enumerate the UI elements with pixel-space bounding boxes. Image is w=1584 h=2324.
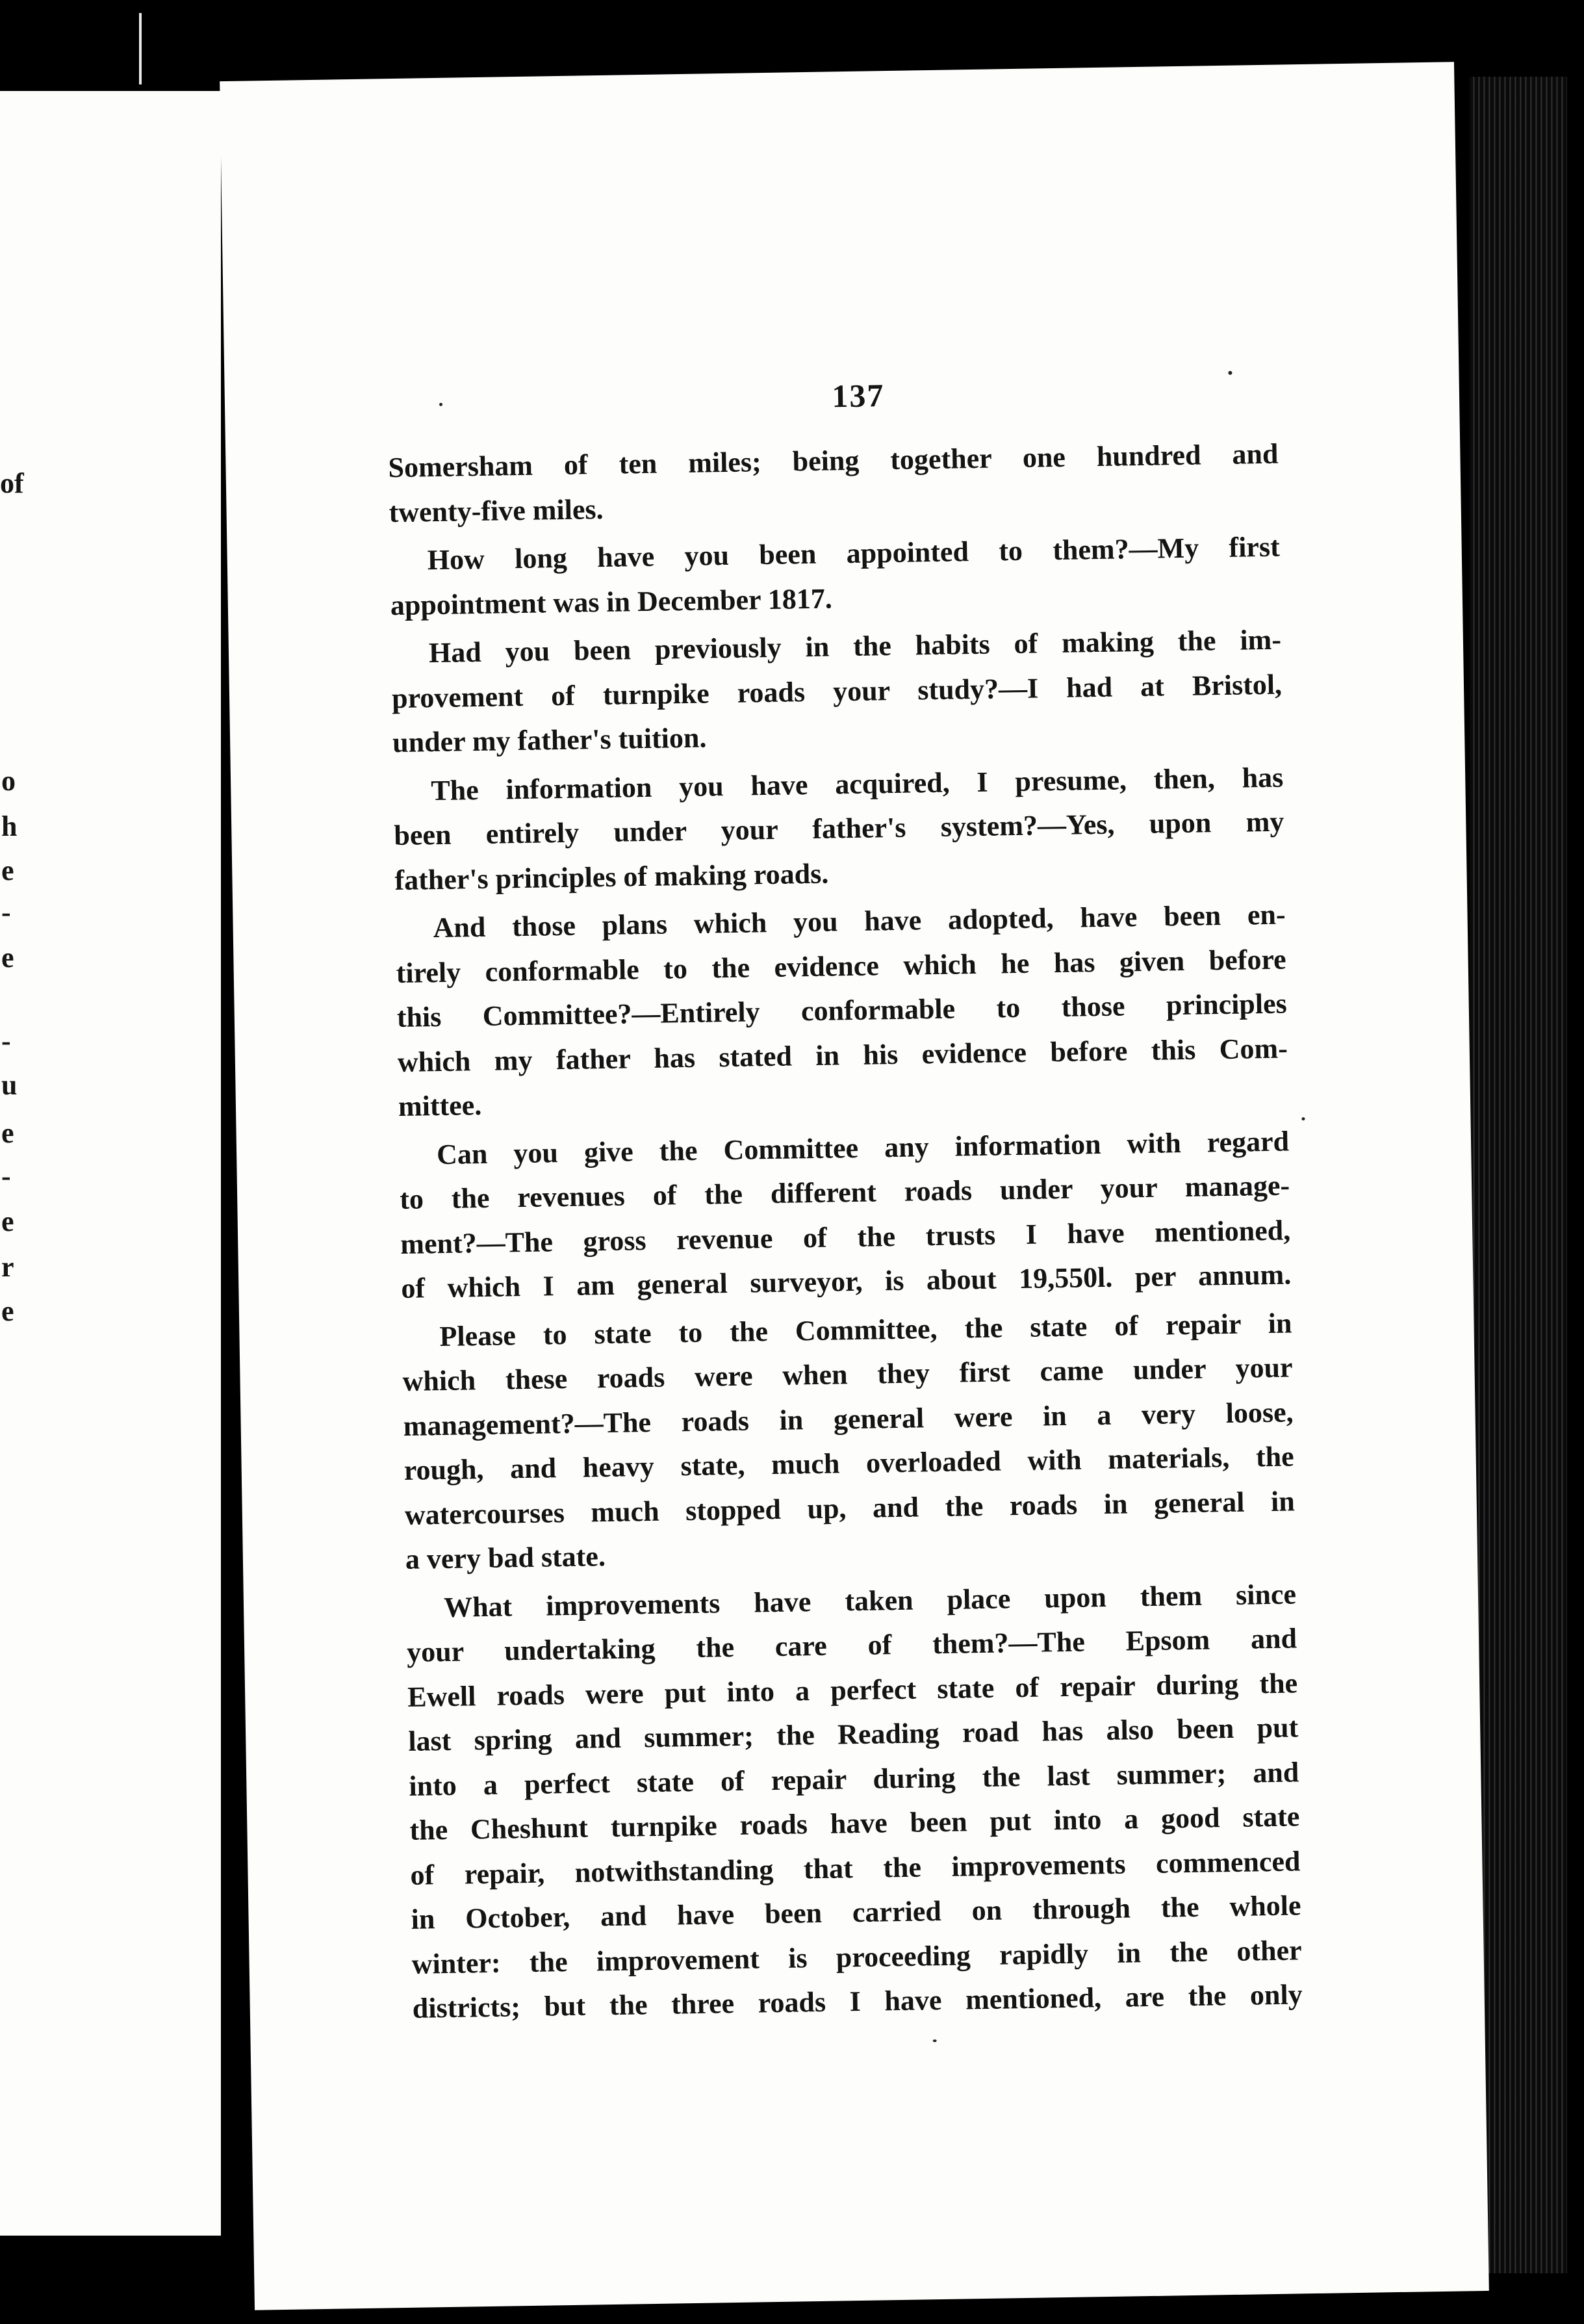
text-line: provement of turnpike roads your study?—I had at Bristol, (391, 668, 1283, 714)
text-line: a very bad state. (405, 1540, 606, 1575)
scan-speck (439, 403, 442, 406)
margin-fragment: r (1, 1251, 14, 1283)
margin-fragment: e (1, 942, 14, 974)
text-line: mittee. (398, 1089, 482, 1123)
text-line: Ewell roads were put into a perfect state of repair during the (407, 1666, 1298, 1713)
text-line: winter: the improvement is proceeding rapidly in the other (411, 1933, 1302, 1980)
paragraph (399, 1119, 1292, 1311)
text-line: this Committee?—Entirely conformable to those principles (396, 987, 1288, 1034)
text-line: appointment was in December 1817. (390, 582, 833, 621)
paragraph (406, 1572, 1303, 2031)
margin-fragment: - (1, 1025, 11, 1057)
text-line: father's principles of making roads. (394, 857, 829, 896)
page-number: 137 (831, 377, 885, 415)
text-line: in October, and have been carried on through the whole (411, 1889, 1301, 1935)
paragraph (388, 432, 1279, 536)
text-line: twenty-five miles. (389, 493, 604, 528)
margin-fragment: e (1, 855, 14, 886)
paragraph (393, 755, 1285, 903)
text-line: watercourses much stopped up, and the roads in general in (404, 1484, 1296, 1531)
text-line: Please to state to the Committee, the state of repair in (439, 1306, 1292, 1352)
margin-fragment: u (1, 1069, 18, 1101)
text-line: last spring and summer; the Reading road has also been put (407, 1711, 1299, 1757)
text-line: Somersham of ten miles; being together one hundred and (388, 437, 1279, 484)
text-line: of repair, notwithstanding that the improvements commenced (410, 1844, 1301, 1891)
page-block-edges (1470, 77, 1567, 2273)
scan-speck (1228, 371, 1232, 375)
margin-fragment: e (1, 1117, 14, 1149)
text-line: Had you been previously in the habits of making the im- (428, 623, 1282, 669)
margin-fragment: o (1, 765, 16, 797)
text-line: your undertaking the care of them?—The Epsom and (406, 1622, 1297, 1668)
scan-speck (1301, 1117, 1305, 1120)
text-line: into a perfect state of repair during the last summer; and (409, 1755, 1299, 1802)
text-line: ment?—The gross revenue of the trusts I have mentioned, (400, 1213, 1291, 1260)
text-line: And those plans which you have adopted, have been en- (433, 898, 1286, 944)
text-line: districts; but the three roads I have mentioned, are the only (412, 1978, 1303, 2024)
body-text (388, 432, 1303, 2035)
margin-fragment: e (1, 1295, 14, 1327)
text-line: management?—The roads in general were in a very loose, (403, 1395, 1294, 1442)
text-line: of which I am general surveyor, is about 19,550l. per annum. (401, 1258, 1292, 1304)
text-line: What improvements have taken place upon them since (443, 1577, 1297, 1623)
text-line: The information you have acquired, I presume, then, has (430, 761, 1284, 807)
text-line: tirely conformable to the evidence which he has given before (396, 943, 1286, 989)
paragraph (402, 1301, 1296, 1582)
scan-speck (933, 2039, 937, 2042)
margin-fragment: of (0, 467, 24, 499)
margin-fragment: - (1, 1160, 11, 1192)
left-facing-page (0, 91, 221, 2236)
text-line: under my father's tuition. (392, 721, 707, 759)
margin-fragment: - (1, 896, 11, 928)
text-line: Can you give the Committee any information with regard (436, 1124, 1290, 1170)
paragraph (395, 893, 1288, 1130)
text-line: How long have you been appointed to them?—My first (427, 530, 1281, 576)
paragraph (391, 618, 1283, 766)
margin-fragment: h (1, 810, 18, 842)
text-line: rough, and heavy state, much overloaded with materials, the (403, 1440, 1295, 1486)
text-line: the Cheshunt turnpike roads have been put into a good state (409, 1800, 1300, 1846)
book-page (220, 62, 1489, 2310)
gutter-mark (139, 13, 142, 84)
paragraph (389, 525, 1281, 628)
text-line: which my father has stated in his evidence before this Com- (397, 1032, 1288, 1078)
text-line: to the revenues of the different roads under your manage- (399, 1169, 1290, 1215)
text-line: which these roads were when they first came under your (402, 1351, 1293, 1397)
margin-fragment: e (1, 1206, 14, 1237)
text-line: been entirely under your father's system?—Yes, upon my (394, 805, 1284, 852)
